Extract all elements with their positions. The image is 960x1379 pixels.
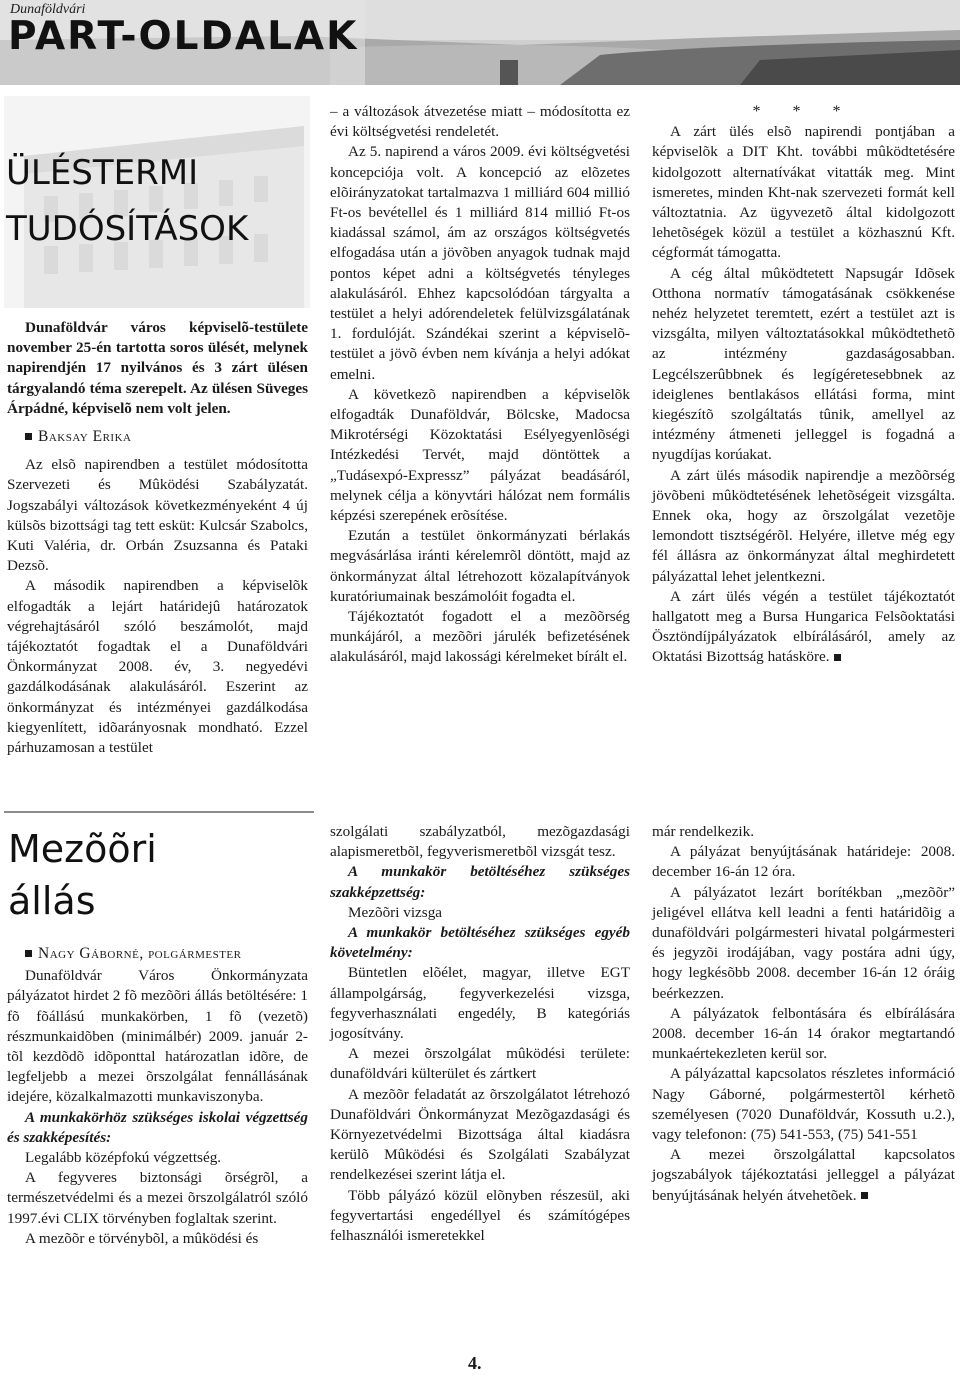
article-lead: Dunaföldvár város képviselõ-testülete november 25-én tartotta soros ülését, melynek napirendjén 17 nyilvános és 3 zárt ülésen tárgyalandó téma szerepelt. Az ülésen Süveges Árpádné, képviselõ nem volt jelen. xyxy=(7,319,308,417)
article1-column-1 xyxy=(7,318,308,758)
paragraph: A cég által mûködtetett Napsugár Idõsek Otthona normatív támogatásának csökkenése nehéz helyzetet teremtett, ezért a testület azt is vizsgálta, milyen változtatásokkal mûködtethetõ az intézmény gazdaságosabban. Legcélszerûbbnek és legígéretesebbnek az ideiglenes bentlakásos ellátási forma, mint kiegészítõ szolgáltatás tûnik, amellyel az intézmény átmeneti jelleggel is fogadná a nyugdíjas korúakat. xyxy=(652,264,955,464)
section-divider-stars: * * * xyxy=(752,103,855,120)
paragraph: A mezei õrszolgálat mûködési területe: dunaföldvári külterület és zártkert xyxy=(330,1045,630,1083)
article2-title-line-2: állás xyxy=(8,879,96,923)
masthead-subtitle: Dunaföldvári xyxy=(10,2,86,17)
article2-title-line-1: Mezõõri xyxy=(8,827,157,871)
paragraph: – a változások átvezetése miatt – módosította ez évi költségvetési rendeletét. xyxy=(330,103,630,141)
article2-column-3 xyxy=(652,822,955,1206)
end-mark-icon xyxy=(834,654,841,661)
paragraph: A pályázatok felbontására és elbírálására 2008. december 16-án 14 órakor megtartandó munkaértekezleten kerül sor. xyxy=(652,1004,955,1063)
paragraph: Az elsõ napirendben a testület módosította Szervezeti és Mûködési Szabályzatát. Jogszabályi változások következményeként 4 új külsõs bizottsági tag tett esküt: Kulcsár Szabolcs, Kuti Valéria, dr. Orbán Zsuzsanna és Pataki Dezsõ. xyxy=(7,456,308,575)
paragraph: Legalább középfokú végzettség. xyxy=(25,1149,222,1167)
paragraph: Ezután a testület önkormányzati bérlakás megvásárlása iránti kérelemrõl döntött, majd az önkormányzat által létrehozott közalapítványok kuratóriumainak beszámolóit fogadta el. xyxy=(330,527,630,605)
paragraph: A mezõõr feladatát az õrszolgálatot létrehozó Dunaföldvári Önkormányzat Mezõgazdasági és Környezetvédelmi Bizottsága által kiadásra kerülõ Mûködési és Szolgálati Szabályzat rendelkezései szerint látja el. xyxy=(330,1085,630,1184)
byline xyxy=(7,427,308,447)
paragraph: A zárt ülés második napirendje a mezõõrség jövõbeni mûködtetésének lehetõségeit vizsgálta. Ennek oka, hogy az õrszolgálat vezetõje lemondott tisztségérõl. Helyére, illetve még egy fél állásra az önkormányzat által meghirdetett pályázattal lehet jelentkezni. xyxy=(652,466,955,585)
paragraph: A mezõõr e törvénybõl, a mûködési és xyxy=(25,1229,259,1247)
town-hall-photo xyxy=(4,96,310,308)
paragraph: A pályázattal kapcsolatos részletes információ Nagy Gáborné, polgármestertõl kérhetõ személyesen (7020 Dunaföldvár, Kossuth u.2.), vagy telefonon: (75) 541-553, (75) 541-551 xyxy=(652,1065,955,1144)
end-mark-icon xyxy=(861,1192,868,1199)
paragraph: A második napirendben a képviselõk elfogadták a lejárt határidejû határozatok végrehajtásáról szóló beszámolót, majd tájékoztatót fogadtak el a Dunaföldvári Önkormányzat 2008. év, 3. negyedévi gazdálkodásának alakulásáról. Eszerint az önkormányzat és intézményei gazdálkodása kiegyenlített, idõarányosnak mondható. Ezzel párhuzamosan a testület xyxy=(7,577,308,757)
page-number: 4. xyxy=(468,1353,482,1373)
requirement-heading: A munkakör betöltéséhez szükséges szakképzettség: xyxy=(330,863,630,901)
paragraph: szolgálati szabályzatból, mezõgazdasági alapismeretbõl, fegyverismeretbõl vizsgát tesz. xyxy=(330,823,630,861)
paragraph: A zárt ülés elsõ napirendi pontjában a képviselõk a DIT Kht. további mûködtetésére kidolgozott alternatívákat vitatták meg. Mint ismeretes, minden Kht-nak szervezeti formát kell változtatnia. Az ügyvezetõ által kidolgozott lehetõségek közül a testület a közhasznú Kft. cégformát támogatta. xyxy=(652,123,955,262)
masthead-banner xyxy=(0,0,960,85)
author-name: Baksay Erika xyxy=(38,428,132,446)
masthead-title: PART-OLDALAK xyxy=(8,14,359,59)
paragraph: A pályázat benyújtásának határideje: 2008. december 16-án 12 óra. xyxy=(652,843,955,881)
paragraph: Büntetlen elõélet, magyar, illetve EGT állampolgárság, fegyverkezelési vizsga, fegyverhasználati engedély, B kategóriás jogosítvány. xyxy=(330,964,630,1043)
paragraph: Dunaföldvár Város Önkormányzata pályázatot hirdet 2 fõ mezõõri állás betöltésére: 1 fõ fõállású munkakörben, 1 fõ (vezetõ) részmunkaidõben (minimálbér) 2009. január 2-tõl kezdõdõ idõponttal határozatlan idõre, de legfeljebb a mezei õrszolgálat fennállásának idejére, közalkalmazotti munkaviszonyba. xyxy=(7,967,308,1106)
paragraph: Az 5. napirend a város 2009. évi költségvetési koncepciója volt. A koncepció az elõzetes elõirányzatokat tartalmazva 1 milliárd 604 millió Ft-os bevétellel és 1 milliárd 814 millió Ft-os kiadással számol, ám az országos költségvetés elfogadása után a jövõben anyagok tudnak majd pontos képet adni a költségvetés tényleges alakulásáról. Ehhez kapcsolódóan tárgyalta a testület a helyi adórendeletek felülvizsgálatának 1. fordulóját. Szándékai szerint a képviselõ-testület a jövõ évben nem kívánja a helyi adókat emelni. xyxy=(330,143,630,383)
requirement-heading: A munkakör betöltéséhez szükséges egyéb követelmény: xyxy=(330,924,630,962)
paragraph: Mezõõri vizsga xyxy=(348,903,443,921)
byline xyxy=(7,944,308,964)
paragraph: Tájékoztatót fogadott el a mezõõrség munkájáról, a mezõõri járulék befizetésének alakulásáról, majd lakossági kérelmeket bírált el. xyxy=(330,608,630,666)
article1-column-2 xyxy=(330,102,630,668)
author-name: Nagy Gáborné, polgármester xyxy=(38,945,242,962)
paragraph: A mezei õrszolgálattal kapcsolatos jogszabályok tájékoztatási jelleggel a pályázat benyújtásának helyén átvehetõek. xyxy=(652,1146,955,1204)
requirement-heading: A munkakörhöz szükséges iskolai végzettség és szakképesítés: xyxy=(7,1108,308,1146)
paragraph: A fegyveres biztonsági õrségrõl, a természetvédelmi és a mezei õrszolgálatról szóló 1997.évi CLIX törvényben foglaltak szerint. xyxy=(7,1169,308,1227)
article-title-line-2: TUDÓSÍTÁSOK xyxy=(6,209,249,249)
paragraph: A pályázatot lezárt borítékban „mezõõr” jeligével ellátva kell leadni a fenti határidõig a dunaföldvári polgármesteri hivatal polgármesteri és jegyzõi irodájában, vagy postára adni úgy, hogy legkésõbb 2008. december 16-án 12 óráig beérkezzen. xyxy=(652,883,955,1002)
article-title-line-1: ÜLÉSTERMI xyxy=(6,153,199,193)
bullet-square-icon xyxy=(25,433,32,440)
article2-column-2 xyxy=(330,822,630,1246)
paragraph: már rendelkezik. xyxy=(652,823,755,840)
bullet-square-icon xyxy=(25,950,32,957)
article1-column-3 xyxy=(652,102,955,668)
article2-column-1 xyxy=(7,944,308,1249)
paragraph: A zárt ülés végén a testület tájékoztatót hallgatott meg a Bursa Hungarica Felsõoktatási Ösztöndíjpályázatok elbírálásáról, amely az Oktatási Bizottság hatásköre. xyxy=(652,587,955,666)
paragraph: Több pályázó közül elõnyben részesül, aki fegyvertartási engedéllyel és számítógépes felhasználói ismeretekkel xyxy=(330,1186,630,1245)
paragraph: A következõ napirendben a képviselõk elfogadták Dunaföldvár, Bölcske, Madocsa Mikrotérségi Közoktatási Esélyegyenlõségi Intézkedési Tervét, majd döntöttek a „Tudásexpó-Expressz” pályázat beadásáról, melynek célja a könyvtári hálózat nem formális képzési szerepének erõsítése. xyxy=(330,385,630,525)
